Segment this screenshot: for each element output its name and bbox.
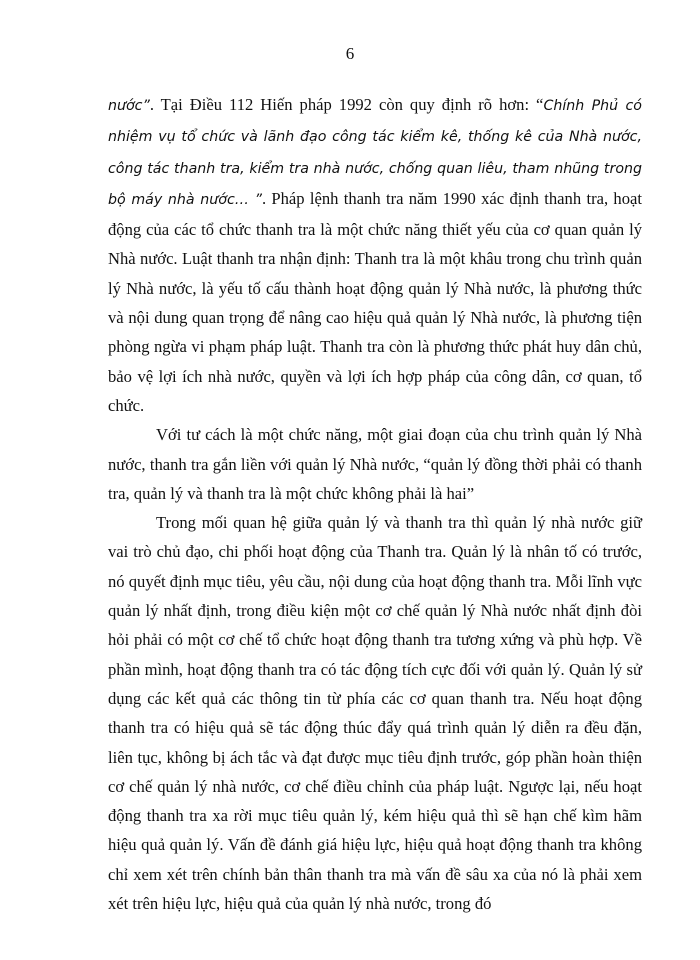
body-text <box>108 90 642 918</box>
paragraph-text: . Pháp lệnh thanh tra năm 1990 xác định thanh tra, hoạt động của các tổ chức thanh tra là một chức năng thiết yếu của cơ quan quản lý Nhà nước. Luật thanh tra nhận định: Thanh tra là một khâu trong chu trình quản lý Nhà nước, là yếu tố cấu thành hoạt động quản lý Nhà nước, là phương thức và nội dung quan trọng để nâng cao hiệu quả quản lý Nhà nước, là phương tiện phòng ngừa vi phạm pháp luật. Thanh tra còn là phương thức phát huy dân chủ, bảo vệ lợi ích nhà nước, quyền và lợi ích hợp pháp của công dân, cơ quan, tổ chức. <box>108 188 642 415</box>
paragraph <box>108 420 642 508</box>
quoted-text: nước” <box>108 98 150 114</box>
paragraph <box>108 508 642 918</box>
paragraph-text: Trong mối quan hệ giữa quản lý và thanh tra thì quản lý nhà nước giữ vai trò chủ đạo, chi phối hoạt động của Thanh tra. Quản lý là nhân tố có trước, nó quyết định mục tiêu, yêu cầu, nội dung của hoạt động thanh tra. Mỗi lĩnh vực quản lý nhất định, trong điều kiện một cơ chế quản lý Nhà nước nhất định đòi hỏi phải có một cơ chế tổ chức hoạt động thanh tra tương xứng và phù hợp. Về phần mình, hoạt động thanh tra có tác động tích cực đối với quản lý. Quản lý sử dụng các kết quả các thông tin từ phía các cơ quan thanh tra. Nếu hoạt động thanh tra có hiệu quả sẽ tác động thúc đẩy quá trình quản lý diễn ra đều đặn, liên tục, không bị ách tắc và đạt được mục tiêu định trước, góp phần hoàn thiện cơ chế quản lý nhà nước, cơ chế điều chỉnh của pháp luật. Ngược lại, nếu hoạt động thanh tra xa rời mục tiêu quản lý, kém hiệu quả thì sẽ hạn chế kìm hãm hiệu quả quản lý. Vấn đề đánh giá hiệu lực, hiệu quả hoạt động thanh tra không chỉ xem xét trên chính bản thân thanh tra mà vấn đề sâu xa của nó là phải xem xét trên hiệu lực, hiệu quả của quản lý nhà nước, trong đó <box>108 513 642 914</box>
paragraph-text: Với tư cách là một chức năng, một giai đoạn của chu trình quản lý Nhà nước, thanh tra gắn liền với quản lý Nhà nước, “quản lý đồng thời phải có thanh tra, quản lý và thanh tra là một chức không phải là hai” <box>108 425 642 503</box>
page-number: 6 <box>345 44 355 63</box>
paragraph-text: . Tại Điều 112 Hiến pháp 1992 còn quy định rõ hơn: “ <box>149 95 544 114</box>
paragraph <box>108 90 642 420</box>
quoted-text: Chính Phủ có nhiệm vụ tổ chức và lãnh đạo công tác kiểm kê, thống kê của Nhà nước, công tác thanh tra, kiểm tra nhà nước, chống quan liêu, tham nhũng trong bộ máy nhà nước… ” <box>108 98 642 208</box>
